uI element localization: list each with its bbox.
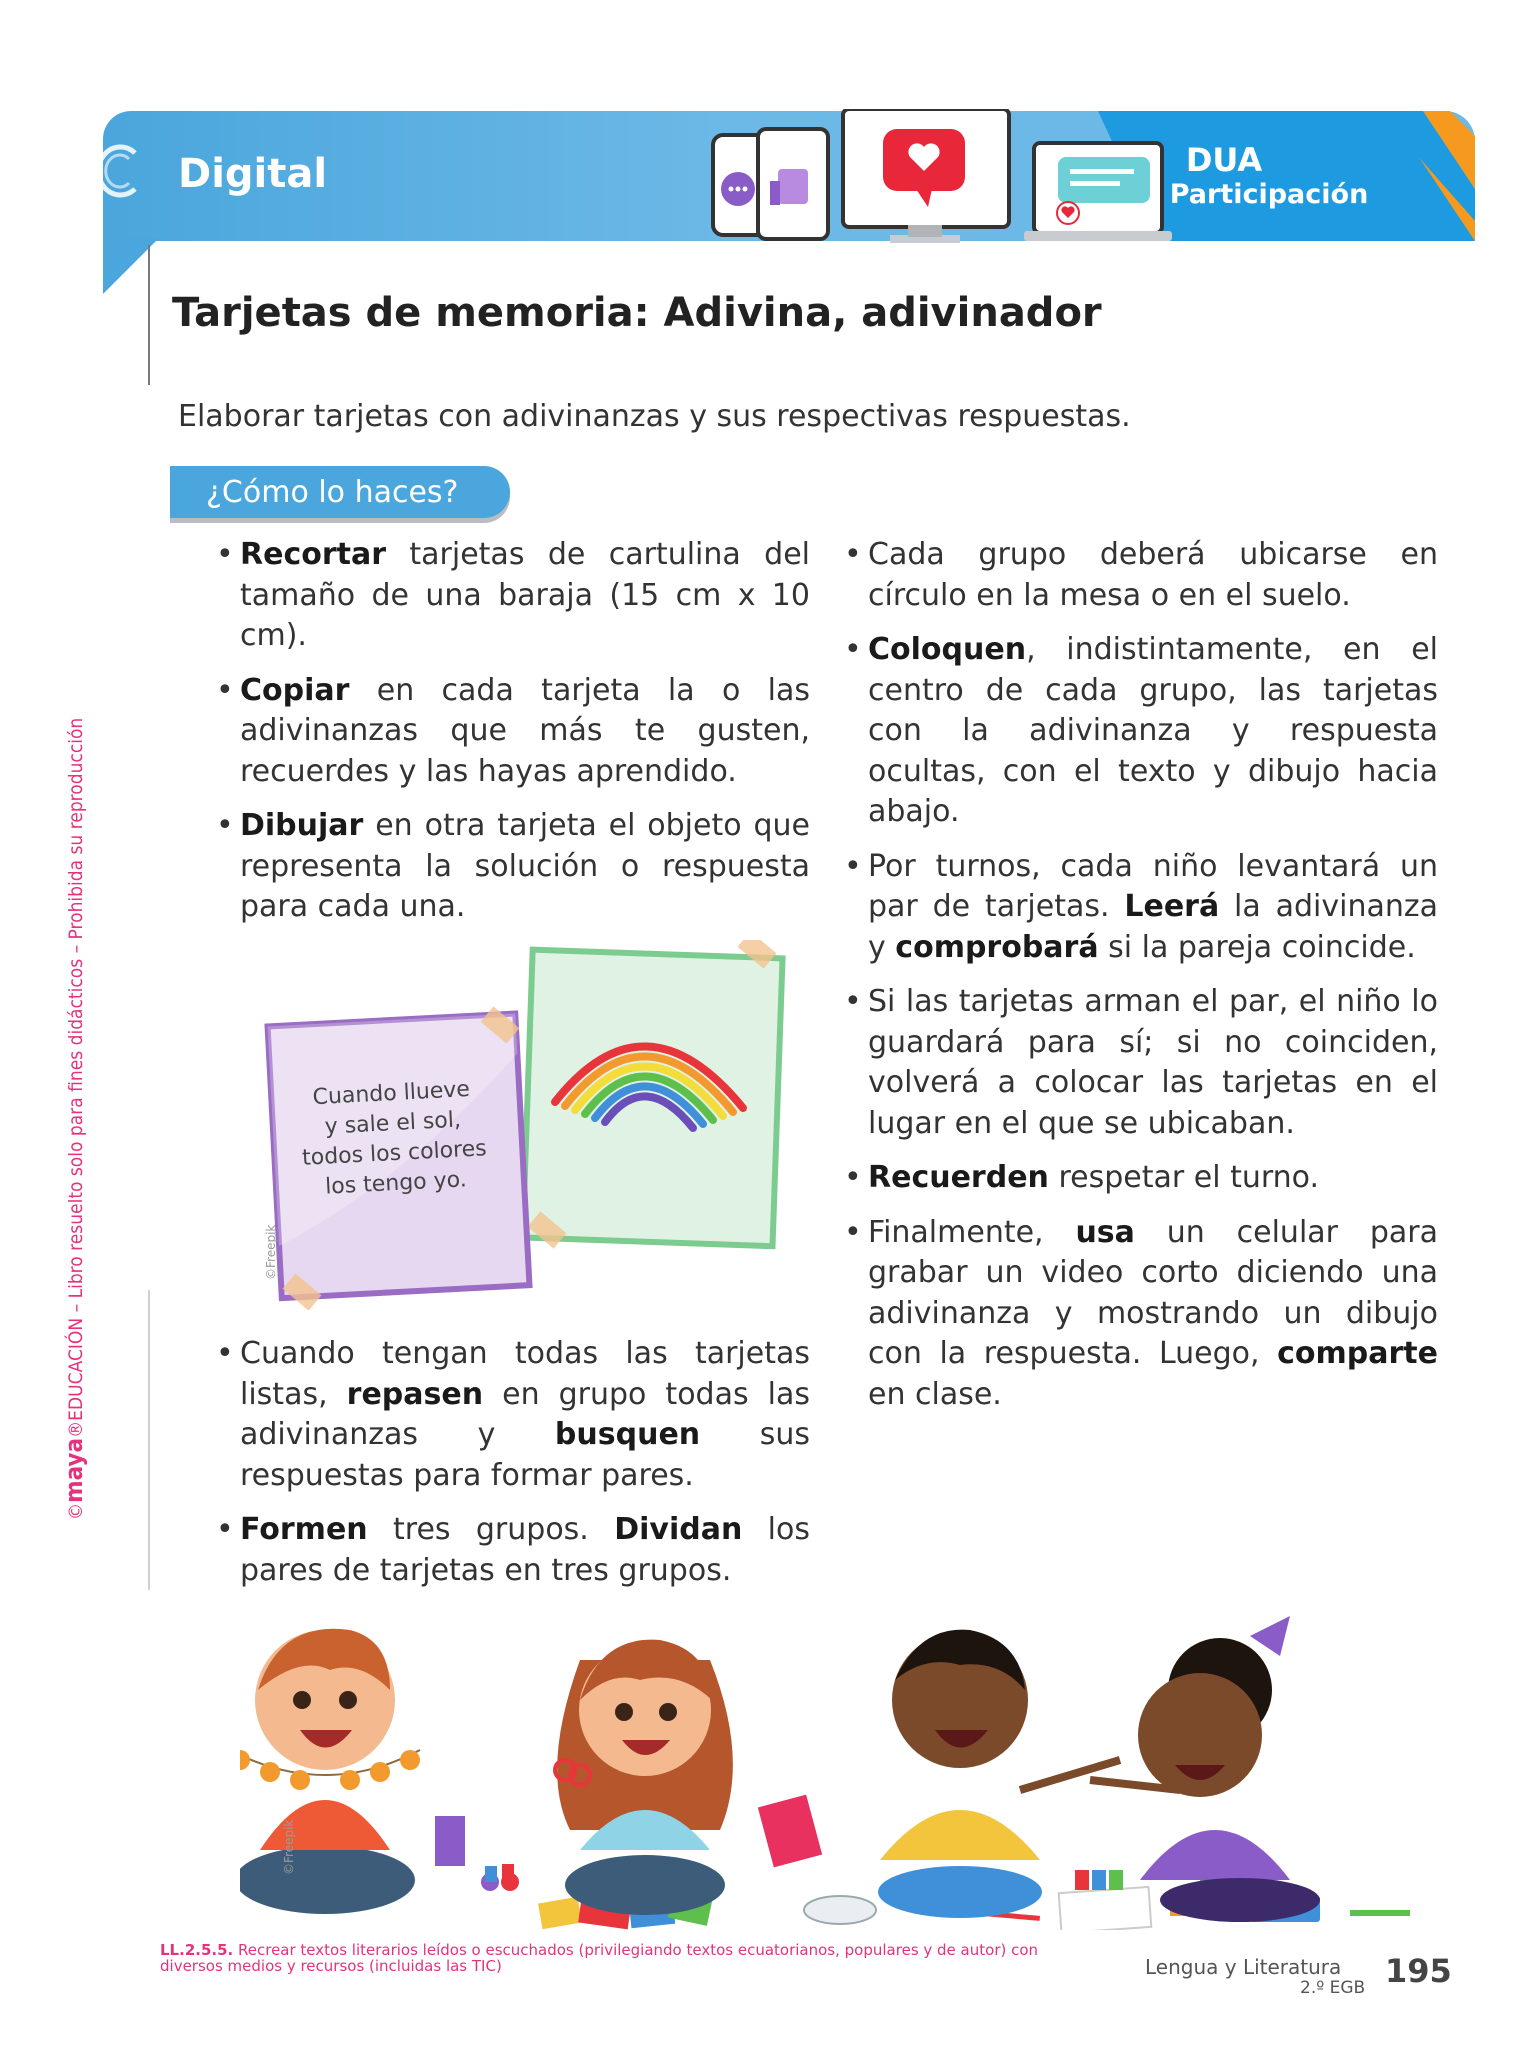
list-item: • Recuerden respetar el turno. <box>842 1158 1438 1199</box>
list-item: • Coloquen, indistintamente, en el centro de cada grupo, las tarjetas con la adivinanza y respuesta ocultas, con el texto y dibujo hacia abajo. <box>842 630 1438 833</box>
footer-grade: 2.º EGB <box>1300 1978 1366 1998</box>
list-item: • Copiar en cada tarjeta la o las adivinanzas que más te gusten, recuerdes y las hayas aprendido. <box>214 671 810 793</box>
dua-title: DUA <box>1185 141 1263 179</box>
how-to-label <box>170 466 510 518</box>
footer-subject: Lengua y Literatura <box>1145 1955 1342 1979</box>
list-item: • Formen tres grupos. Dividan los pares de tarjetas en tres grupos. <box>214 1510 810 1591</box>
monitor-heart-icon <box>843 109 1009 243</box>
list-item: • Cada grupo deberá ubicarse en círculo en la mesa o en el suelo. <box>842 535 1438 616</box>
list-item: • Dibujar en otra tarjeta el objeto que representa la solución o respuesta para cada una. <box>214 806 810 928</box>
riddle-line: los tengo yo. <box>324 1167 468 1200</box>
riddle-card <box>268 1013 530 1298</box>
list-item: • Cuando tengan todas las tarjetas listas, repasen en grupo todas las adivinanzas y busquen sus respuestas para formar pares. <box>214 1334 810 1496</box>
header-banner <box>103 111 1475 241</box>
kid-girl-paint <box>1090 1616 1320 1922</box>
standard-text: Recrear textos literarios leídos o escuchados (privilegiando textos ecuatorianos, populares y de autor) con diversos medios y recursos (incluidas las TIC) <box>160 1941 1039 1975</box>
side-copyright <box>60 718 88 1520</box>
image-credit: ©Freepik <box>282 1819 296 1875</box>
riddle-cards-illustration <box>255 940 800 1310</box>
kid-boy-garland <box>240 1629 420 1914</box>
how-to-label-text: ¿Cómo lo haces? <box>206 475 459 510</box>
banner-fold <box>103 238 159 294</box>
right-steps-list <box>842 535 1438 1429</box>
left-steps-list-continued <box>214 1334 810 1605</box>
section-title: Digital <box>178 151 328 197</box>
riddle-line: Cuando llueve <box>312 1076 471 1111</box>
riddle-line: todos los colores <box>301 1136 488 1171</box>
page-title: Tarjetas de memoria: Adivina, adivinador <box>172 290 1102 336</box>
intro-text: Elaborar tarjetas con adivinanzas y sus respectivas respuestas. <box>178 399 1131 434</box>
riddle-line: y sale el sol, <box>324 1107 462 1140</box>
kids-crafting-illustration <box>240 1600 1430 1930</box>
list-item: • Finalmente, usa un celular para grabar un video corto diciendo una adivinanza y mostrando un dibujo con la respuesta. Luego, comparte en clase. <box>842 1213 1438 1416</box>
tablet-like-icon <box>758 129 828 239</box>
divider-line <box>148 245 150 385</box>
divider-line <box>148 1290 150 1590</box>
curriculum-standard <box>160 1942 1090 1974</box>
list-item: • Por turnos, cada niño levantará un par de tarjetas. Leerá la adivinanza y comprobará si la pareja coincide. <box>842 847 1438 969</box>
list-item: • Si las tarjetas arman el par, el niño lo guardará para sí; si no coinciden, volverá a colocar las tarjetas en el lugar en el que se ubicaban. <box>842 982 1438 1144</box>
section-c-icon <box>95 141 143 201</box>
kid-girl-scissors <box>555 1640 822 1915</box>
list-item: • Recortar tarjetas de cartulina del tamaño de una baraja (15 cm x 10 cm). <box>214 535 810 657</box>
page-number: 195 <box>1385 1952 1452 1990</box>
copyright-symbol: © <box>65 1502 87 1520</box>
dua-subtitle: Participación <box>1169 179 1369 210</box>
social-devices-illustration <box>598 109 1178 249</box>
image-credit: ©Freepik <box>264 1224 278 1280</box>
standard-code: LL.2.5.5. <box>160 1941 234 1959</box>
brand-name: maya <box>60 1437 88 1503</box>
copyright-text: ®EDUCACIÓN – Libro resuelto solo para fines didácticos – Prohibida su reproducción <box>65 717 87 1438</box>
left-steps-list <box>214 535 810 942</box>
